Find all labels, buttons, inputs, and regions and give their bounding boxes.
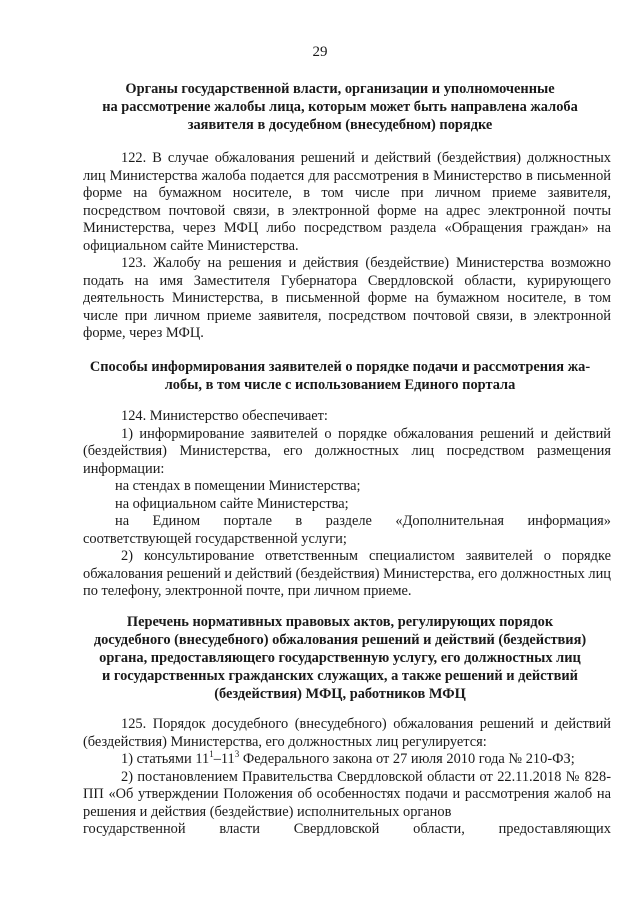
heading-line: Способы информирования заявителей о порядке подачи и рассмотрения жа- — [89, 359, 591, 375]
section-heading-informing — [70, 358, 610, 394]
heading-line: органа, предоставляющего государственную услугу, его должностных лиц — [99, 650, 581, 666]
heading-line: заявителя в досудебном (внесудебном) порядке — [187, 117, 493, 133]
clause-124-block — [83, 408, 611, 601]
clause-124-item-portal — [83, 513, 611, 531]
clause-125: 125. Порядок досудебного (внесудебного) обжалования решений и действий (бездействия) Министерства, его должностных лиц регулируется: — [83, 716, 611, 750]
word: власти — [219, 821, 260, 837]
clause-125-item-2-last-line — [83, 821, 611, 839]
clause-125-item-1: 1) статьями $11^1-11^3$ Федерального закона от 27 июля 2010 года № 210-ФЗ; — [121, 749, 575, 767]
heading-line: лобы, в том числе с использованием Единого портала — [164, 377, 516, 393]
clause-124-item-2: 2) консультирование ответственным специалистом заявителей о порядке обжалования решений и действий (бездействия) Министерства, его должностных лиц по телефону, электронной почте, при личном приеме. — [83, 548, 611, 599]
clause-124-item-portal-cont: соответствующей государственной услуги; — [83, 530, 347, 547]
heading-line: Перечень нормативных правовых актов, регулирующих порядок — [126, 614, 554, 630]
heading-line: досудебного (внесудебного) обжалования решений и действий (бездействия) — [93, 632, 587, 648]
heading-line: на рассмотрение жалобы лица, которым может быть направлена жалоба — [102, 99, 578, 115]
clause-125-item-2: 2) постановлением Правительства Свердловской области от 22.11.2018 № 828-ПП «Об утверждении Положения об особенностях подачи и рассмотрения жалоб на решения и действия (бездействие) исполнительных органов — [83, 768, 611, 820]
clause-124-item-1: 1) информирование заявителей о порядке обжалования решений и действий (бездействия) Министерства, его должностных лиц посредством размещения информации: — [83, 425, 611, 477]
clause-125-block — [83, 716, 611, 839]
word: Едином — [152, 513, 201, 529]
clauses-122-123 — [83, 150, 611, 343]
heading-line: (бездействия) МФЦ, работников МФЦ — [214, 686, 466, 702]
clause-123: 123. Жалобу на решения и действия (бездействие) Министерства возможно подать на имя Заместителя Губернатора Свердловской области, курирующего деятельность Министерства, в письменной форме на бумажном носителе, в том числе при личном приеме заявителя, посредством почтовой связи, в электронной форме, через МФЦ. — [83, 255, 611, 341]
clause-124-item-stands: на стендах в помещении Министерства; — [115, 478, 361, 494]
heading-line: и государственных гражданских служащих, а также решений и действий — [102, 668, 578, 684]
word: портале — [223, 513, 272, 529]
word: предоставляющих — [498, 821, 611, 837]
clause-124-item-site: на официальном сайте Министерства; — [115, 495, 349, 512]
word: в — [295, 513, 303, 529]
page-number: 29 — [312, 44, 328, 60]
word: разделе — [325, 513, 372, 529]
heading-line: Органы государственной власти, организации и уполномоченные — [125, 81, 555, 97]
section-heading-authorities — [70, 80, 610, 134]
clause-122: 122. В случае обжалования решений и действий (бездействия) должностных лиц Министерства жалоба подается для рассмотрения в Министерство в письменной форме на бумажном носителе, в том числе при личном приеме заявителя, посредством почтовой связи, в электронной форме на адрес электронной почты Министерства, через МФЦ либо посредством раздела «Обращения граждан» на официальном сайте Министерства. — [83, 150, 611, 254]
word: на — [115, 513, 130, 529]
word: «Дополнительная — [395, 513, 505, 529]
word: информация» — [527, 513, 611, 529]
section-heading-normative-acts — [70, 613, 610, 703]
word: государственной — [83, 821, 186, 837]
word: области, — [413, 821, 465, 837]
clause-124: 124. Министерство обеспечивает: — [121, 408, 328, 424]
word: Свердловской — [293, 821, 380, 837]
